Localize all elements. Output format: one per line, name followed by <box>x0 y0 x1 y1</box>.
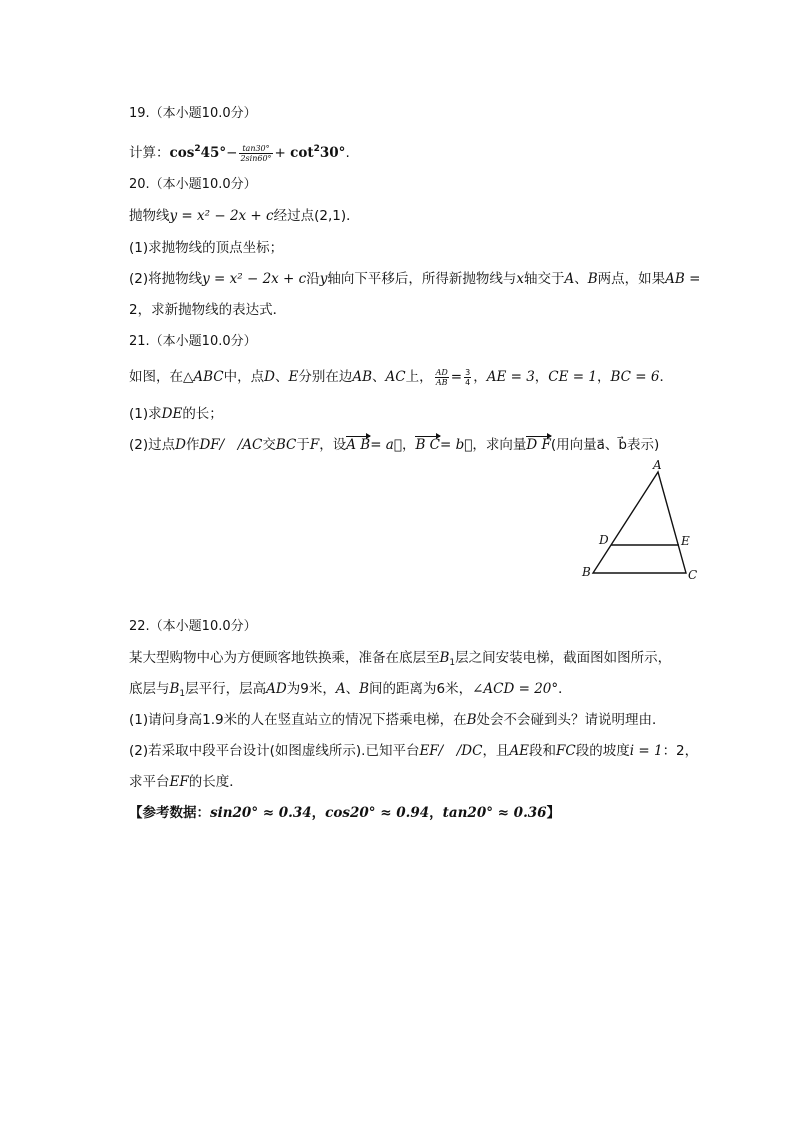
q20-part2-line2: 2，求新抛物线的表达式． <box>129 302 287 318</box>
q22-ref-tan: tan20° ≈ 0.36 <box>442 805 547 821</box>
q20-part2-x: x <box>516 271 524 287</box>
q22-line2-angle: ∠ACD = 20° <box>472 681 559 697</box>
q20-stem-eq: y = x² − 2x + c <box>169 208 274 224</box>
q22-ref-cos: cos20° ≈ 0.94 <box>325 805 430 821</box>
q22-line2-d: 、 <box>345 681 360 697</box>
q22-line2-Bb: B <box>359 681 369 697</box>
q20-part2-e: 、 <box>574 271 588 287</box>
q19-exp1: 2 <box>194 144 201 154</box>
q21-fraction-3-4 <box>464 368 471 387</box>
q22-line2-sub: 1 <box>179 689 186 699</box>
q20-part2-c: 轴向下平移后，所得新抛物线与 <box>327 271 517 287</box>
q21-ae: AE = 3 <box>486 369 535 385</box>
q20-part1: (1)求抛物线的顶点坐标； <box>129 240 284 256</box>
q21-part2-BC: BC <box>275 437 297 453</box>
q22-ref-a: 【参考数据： <box>129 805 210 821</box>
q21-part2-e: ，设 <box>319 437 347 453</box>
q22-part2-b: ，且 <box>482 743 510 759</box>
label-d: D <box>599 533 609 547</box>
q19-minus: − <box>226 145 238 161</box>
label-b: B <box>582 565 591 579</box>
q20-part2-a: (2)将抛物线 <box>129 271 203 287</box>
q19-plus: + <box>274 145 286 161</box>
q22-part1-a: (1)请问身高1.9米的人在竖直站立的情况下搭乘电梯，在 <box>129 712 467 728</box>
q21-part1 <box>129 404 223 424</box>
q21-part1-b: 的长； <box>182 406 223 422</box>
q22-part2-line2-a: 求平台 <box>129 774 170 790</box>
label-c: C <box>688 568 698 582</box>
q21-frac-num: AD <box>435 367 448 377</box>
q22-part1-b: 处会不会碰到头？请说明理由． <box>476 712 666 728</box>
q21-stem-d: 分别在边 <box>298 369 353 385</box>
q19-fraction <box>239 144 272 163</box>
q22-part1-B: B <box>466 712 477 728</box>
q19-exp2: 2 <box>313 144 320 154</box>
q21-stem-AB: AB <box>352 369 372 385</box>
q21-vec-DF: D F <box>526 437 551 453</box>
q22-part2-line2 <box>129 772 243 792</box>
q22-line1-B: B <box>439 650 450 666</box>
q21-header: 21.（本小题10.0分） <box>129 334 257 349</box>
q21-part1-a: (1)求 <box>129 406 162 422</box>
q21-frac-den: AB <box>435 377 448 387</box>
q21-end: ． <box>659 369 673 385</box>
q22-part2-a: (2)若采取中段平台设计(如图虚线所示).已知平台 <box>129 743 420 759</box>
q22-line2-a: 底层与 <box>129 681 170 697</box>
q21-frac2-num: 3 <box>465 367 471 377</box>
label-a: A <box>653 458 662 472</box>
q22-reference-data <box>129 803 560 823</box>
q22-ref-sep1: ， <box>311 805 326 821</box>
q20-header: 20.（本小题10.0分） <box>129 177 257 192</box>
q22-ref-sep2: ， <box>429 805 443 821</box>
q22-line1-sub: 1 <box>449 658 456 668</box>
q21-ce: CE = 1 <box>548 369 597 385</box>
q20-stem-text: 抛物线 <box>129 208 170 224</box>
q21-stem-tri: △ABC <box>183 369 224 385</box>
q21-stem-f: 上， <box>405 369 433 385</box>
q22-line2-e: 间的距离为6米， <box>369 681 473 697</box>
q22-line1-text: 某大型购物中心为方便顾客地铁换乘，准备在底层至 <box>129 650 440 666</box>
q22-part2-d: 段的坡度 <box>575 743 630 759</box>
q21-comma2: ， <box>596 369 611 385</box>
q21-fraction-ad-ab <box>435 368 449 387</box>
q19-frac-num: tan30° <box>239 144 272 154</box>
q21-vec-BC: B C <box>415 437 440 453</box>
q22-part2-line2-EF: EF <box>169 774 189 790</box>
q20-part2 <box>129 269 700 289</box>
q19-stem <box>129 139 350 163</box>
q22-line2-c: 为9米， <box>286 681 336 697</box>
q22-part2-AE: AE <box>509 743 530 759</box>
q22-line2-B: B <box>169 681 180 697</box>
q22-part1 <box>129 710 666 730</box>
q20-part2-d: 轴交于 <box>524 271 565 287</box>
q22-line2-AD: AD <box>266 681 287 697</box>
q21-part2-h: (用向量a⃗、b⃗表示) <box>550 437 660 453</box>
q19-frac-den: 2sin60° <box>240 153 272 163</box>
q21-part2-c: 交 <box>262 437 276 453</box>
q19-header: 19.（本小题10.0分） <box>129 106 257 121</box>
q21-eq-sign: = <box>450 369 463 385</box>
q21-stem-b: 中，点 <box>223 369 265 385</box>
q20-part2-f: 两点，如果 <box>597 271 666 287</box>
q21-part2-a: (2)过点 <box>129 437 176 453</box>
q21-part2-f: ， <box>401 437 416 453</box>
q22-ref-sin: sin20° ≈ 0.34 <box>210 805 312 821</box>
q21-stem-E: E <box>288 369 299 385</box>
q22-part2-EF: EF/ /DC <box>419 743 483 759</box>
q22-ref-end: 】 <box>546 805 561 821</box>
q21-stem <box>129 367 673 387</box>
q20-stem <box>129 206 360 226</box>
q22-line2-A: A <box>335 681 346 697</box>
q22-line2-b: 层平行，层高 <box>185 681 267 697</box>
q21-stem-c: 、 <box>274 369 289 385</box>
q21-part1-DE: DE <box>161 406 183 422</box>
q21-part2-DF: DF/ /AC <box>199 437 263 453</box>
label-e: E <box>681 534 690 548</box>
q19-cot: cot <box>290 145 314 161</box>
q20-part2-b: 沿 <box>306 271 320 287</box>
triangle-abc <box>593 472 686 573</box>
q22-line1-tail: 层之间安装电梯，截面图如图所示， <box>455 650 672 666</box>
q22-part2-c: 段和 <box>529 743 557 759</box>
q21-stem-g: ， <box>473 369 487 385</box>
q21-stem-D: D <box>264 369 275 385</box>
q21-frac2-den: 4 <box>465 377 471 387</box>
q20-part2-y: y <box>319 271 328 287</box>
q22-part2-line2-b: 的长度． <box>188 774 243 790</box>
q21-part2 <box>129 435 659 455</box>
q21-part2-D: D <box>175 437 186 453</box>
q19-angle2: 30° <box>319 145 346 161</box>
q21-vec-AB: A B <box>346 437 371 453</box>
q22-header: 22.（本小题10.0分） <box>129 619 257 634</box>
q21-part2-g: ，求向量 <box>472 437 527 453</box>
q19-end: . <box>345 145 350 161</box>
q21-part2-b: 作 <box>185 437 200 453</box>
q22-line1 <box>129 648 671 673</box>
q21-stem-e: 、 <box>372 369 386 385</box>
q21-part2-F: F <box>309 437 320 453</box>
q20-part2-AB: AB = <box>665 271 701 287</box>
q21-part2-d: 于 <box>296 437 310 453</box>
q22-part2-e: ：2， <box>662 743 699 759</box>
q21-eq-a: = a⃗ <box>370 437 402 453</box>
q22-line2-f: ． <box>558 681 572 697</box>
q21-triangle-figure <box>575 455 705 585</box>
q22-part2-FC: FC <box>556 743 576 759</box>
q19-angle1: 45° <box>200 145 227 161</box>
q22-part2 <box>129 741 698 761</box>
q19-label: 计算： <box>129 145 170 161</box>
q22-part2-i: i = 1 <box>629 743 663 759</box>
q19-cos: cos <box>169 145 195 161</box>
q21-bc: BC = 6 <box>610 369 660 385</box>
q21-stem-AC: AC <box>385 369 406 385</box>
q21-stem-a: 如图，在 <box>129 369 183 385</box>
q20-part2-A: A <box>564 271 575 287</box>
q20-stem-tail: 经过点(2,1)． <box>273 208 360 224</box>
q22-line2 <box>129 679 572 704</box>
q21-eq-b: = b⃗ <box>440 437 473 453</box>
q20-part2-B: B <box>587 271 598 287</box>
q21-comma1: ， <box>534 369 549 385</box>
q20-part2-eq: y = x² − 2x + c <box>202 271 307 287</box>
